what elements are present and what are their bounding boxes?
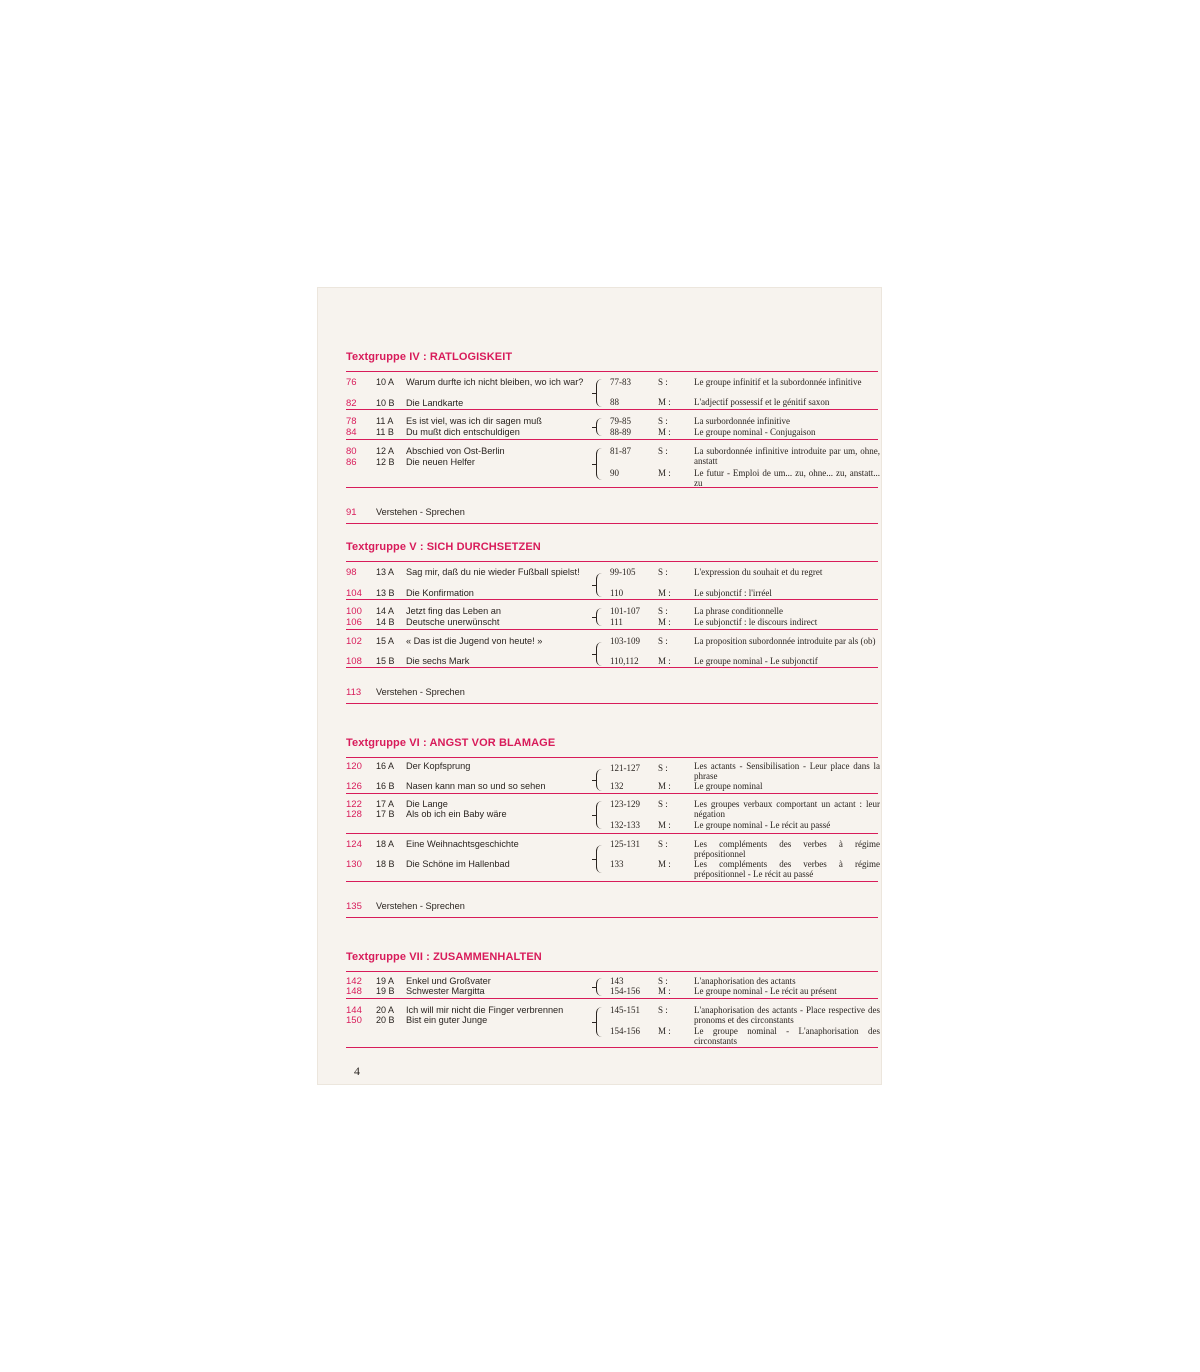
page-folio: 4: [354, 1064, 360, 1078]
ref-text: La subordonnée infinitive introduite par um, ohne, anstatt: [694, 446, 880, 466]
lesson-title: Die Landkarte: [406, 398, 464, 408]
ref-text: Les compléments des verbes à régime prépositionnel - Le récit au passé: [694, 859, 880, 879]
lesson-title: Enkel und Großvater: [406, 976, 491, 986]
block-rule: [346, 523, 878, 524]
ref-text: L'expression du souhait et du regret: [694, 567, 823, 577]
page-number: 142: [346, 976, 362, 987]
ref-kind: M :: [658, 427, 671, 437]
lesson-code: 20 A: [376, 1005, 395, 1015]
ref-kind: S :: [658, 763, 668, 773]
ref-text: Les compléments des verbes à régime prépositionnel: [694, 839, 880, 859]
textgruppe-iv: [346, 351, 880, 518]
lesson-code: 11 B: [376, 427, 394, 437]
lesson-title: Jetzt fing das Leben an: [406, 606, 502, 616]
group-heading: Textgruppe VII : ZUSAMMENHALTEN: [346, 951, 542, 963]
lesson-title: Die Lange: [406, 799, 448, 809]
ref-pages: 103-109: [610, 636, 640, 646]
ref-text: Le groupe nominal - Conjugaison: [694, 427, 816, 437]
grouping-brace: [596, 573, 605, 597]
page-number: 144: [346, 1005, 362, 1016]
group-label: Textgruppe: [346, 351, 407, 363]
block-rule: [346, 629, 878, 630]
ref-pages: 132: [610, 781, 624, 791]
ref-kind: S :: [658, 636, 668, 646]
ref-kind: S :: [658, 377, 668, 387]
lesson-code: 11 A: [376, 416, 394, 426]
page-number: 122: [346, 799, 362, 810]
ref-text: Le groupe nominal: [694, 781, 763, 791]
lesson-code: 14 A: [376, 606, 395, 616]
lesson-title: Warum durfte ich nicht bleiben, wo ich war?: [406, 377, 584, 387]
lesson-code: 13 B: [376, 588, 395, 598]
grouping-brace: [596, 769, 605, 791]
lesson-title: Abschied von Ost-Berlin: [406, 446, 505, 456]
lesson-title: Es ist viel, was ich dir sagen muß: [406, 416, 542, 426]
page-number: 86: [346, 457, 357, 468]
group-numeral: VI: [409, 737, 420, 749]
ref-text: Le groupe infinitif et la subordonnée infinitive: [694, 377, 862, 387]
ref-pages: 123-129: [610, 799, 640, 809]
lesson-code: 18 B: [376, 859, 395, 869]
ref-text: Le subjonctif : le discours indirect: [694, 617, 818, 627]
page-number: 135: [346, 901, 362, 912]
ref-kind: S :: [658, 1005, 668, 1015]
lesson-code: 18 A: [376, 839, 395, 849]
ref-text: Le groupe nominal - Le récit au présent: [694, 986, 837, 996]
grouping-brace: [596, 978, 605, 996]
ref-pages: 88: [610, 397, 619, 407]
lesson-title: Die neuen Helfer: [406, 457, 475, 467]
group-numeral: VII: [409, 951, 423, 963]
lesson-title: Der Kopfsprung: [406, 761, 471, 771]
block-rule: [346, 881, 878, 882]
group-name: ANGST VOR BLAMAGE: [429, 737, 556, 749]
ref-pages: 143: [610, 976, 624, 986]
ref-text: Le futur - Emploi de um... zu, ohne... zu, anstatt... zu: [694, 468, 880, 488]
ref-pages: 110,112: [610, 656, 639, 666]
page-number: 106: [346, 617, 362, 628]
page-number: 120: [346, 761, 362, 772]
ref-kind: M :: [658, 656, 671, 666]
page-number: 148: [346, 986, 362, 997]
closing-title: Verstehen - Sprechen: [376, 901, 465, 911]
lesson-title: Eine Weihnachtsgeschichte: [406, 839, 519, 849]
group-label: Textgruppe: [346, 951, 407, 963]
ref-kind: M :: [658, 588, 671, 598]
ref-text: Le groupe nominal - L'anaphorisation des circonstants: [694, 1026, 880, 1046]
grouping-brace: [596, 448, 605, 480]
lesson-code: 10 B: [376, 398, 395, 408]
block-rule: [346, 1047, 878, 1048]
ref-kind: M :: [658, 859, 671, 869]
ref-pages: 110: [610, 588, 624, 598]
ref-kind: M :: [658, 617, 671, 627]
textgruppe-v: [346, 541, 878, 698]
group-name: RATLOGISKEIT: [429, 351, 513, 363]
group-heading: Textgruppe V : SICH DURCHSETZEN: [346, 541, 541, 553]
lesson-code: 19 B: [376, 986, 395, 996]
page-number: 150: [346, 1015, 362, 1026]
group-heading: Textgruppe VI : ANGST VOR BLAMAGE: [346, 737, 556, 749]
ref-pages: 121-127: [610, 763, 640, 773]
block-rule: [346, 487, 878, 488]
ref-pages: 79-85: [610, 416, 631, 426]
lesson-title: Bist ein guter Junge: [406, 1015, 488, 1025]
lesson-code: 15 A: [376, 636, 395, 646]
ref-pages: 101-107: [610, 606, 640, 616]
ref-kind: S :: [658, 976, 668, 986]
lesson-code: 10 A: [376, 377, 395, 387]
ref-pages: 90: [610, 468, 619, 478]
block-rule: [346, 917, 878, 918]
section-rule: [346, 561, 878, 562]
ref-pages: 133: [610, 859, 624, 869]
ref-pages: 132-133: [610, 820, 640, 830]
ref-kind: S :: [658, 446, 668, 456]
textgruppe-vi: [346, 737, 880, 912]
grouping-brace: [596, 845, 605, 873]
block-rule: [346, 599, 878, 600]
ref-pages: 145-151: [610, 1005, 640, 1015]
ref-pages: 154-156: [610, 986, 640, 996]
group-name: SICH DURCHSETZEN: [426, 541, 541, 553]
page-number: 104: [346, 588, 362, 599]
block-rule: [346, 998, 878, 999]
lesson-title: « Das ist die Jugend von heute! »: [406, 636, 543, 646]
closing-title: Verstehen - Sprechen: [376, 687, 465, 697]
lesson-title: Die sechs Mark: [406, 656, 470, 666]
lesson-title: Schwester Margitta: [406, 986, 485, 996]
lesson-title: Ich will mir nicht die Finger verbrennen: [406, 1005, 564, 1015]
group-label: Textgruppe: [346, 541, 407, 553]
grouping-brace: [596, 801, 605, 829]
group-label: Textgruppe: [346, 737, 407, 749]
grouping-brace: [596, 1007, 605, 1037]
section-rule: [346, 371, 878, 372]
ref-text: La phrase conditionnelle: [694, 606, 783, 616]
page-number: 84: [346, 427, 357, 438]
ref-pages: 88-89: [610, 427, 631, 437]
lesson-title: Als ob ich ein Baby wäre: [406, 809, 507, 819]
ref-kind: M :: [658, 781, 671, 791]
block-rule: [346, 833, 878, 834]
ref-kind: S :: [658, 799, 668, 809]
ref-kind: S :: [658, 567, 668, 577]
lesson-title: Du mußt dich entschuldigen: [406, 427, 520, 437]
section-rule: [346, 757, 878, 758]
ref-pages: 81-87: [610, 446, 631, 456]
lesson-code: 12 B: [376, 457, 395, 467]
ref-kind: M :: [658, 1026, 671, 1036]
ref-kind: S :: [658, 606, 668, 616]
lesson-code: 20 B: [376, 1015, 395, 1025]
ref-text: L'anaphorisation des actants - Place respective des pronoms et des circonstants: [694, 1005, 880, 1025]
ref-text: Le subjonctif : l'irréel: [694, 588, 772, 598]
ref-text: L'adjectif possessif et le génitif saxon: [694, 397, 830, 407]
page-number: 76: [346, 377, 357, 388]
lesson-code: 17 B: [376, 809, 395, 819]
lesson-title: Sag mir, daß du nie wieder Fußball spielst!: [406, 567, 580, 577]
page-number: 82: [346, 398, 357, 409]
page-number: 102: [346, 636, 362, 647]
ref-kind: M :: [658, 820, 671, 830]
lesson-title: Deutsche unerwünscht: [406, 617, 500, 627]
ref-kind: S :: [658, 839, 668, 849]
lesson-code: 16 A: [376, 761, 395, 771]
ref-pages: 125-131: [610, 839, 640, 849]
page-number: 130: [346, 859, 362, 870]
page-number: 128: [346, 809, 362, 820]
group-numeral: V: [409, 541, 417, 553]
page-number: 78: [346, 416, 357, 427]
block-rule: [346, 409, 878, 410]
lesson-code: 13 A: [376, 567, 395, 577]
ref-kind: M :: [658, 986, 671, 996]
ref-kind: S :: [658, 416, 668, 426]
lesson-code: 15 B: [376, 656, 395, 666]
grouping-brace: [596, 379, 605, 407]
section-rule: [346, 971, 878, 972]
group-numeral: IV: [409, 351, 420, 363]
lesson-code: 19 A: [376, 976, 395, 986]
page-number: 124: [346, 839, 362, 850]
page-number: 108: [346, 656, 362, 667]
ref-kind: M :: [658, 397, 671, 407]
closing-title: Verstehen - Sprechen: [376, 507, 465, 517]
group-name: ZUSAMMENHALTEN: [433, 951, 542, 963]
lesson-title: Nasen kann man so und so sehen: [406, 781, 546, 791]
lesson-code: 14 B: [376, 617, 395, 627]
ref-pages: 77-83: [610, 377, 631, 387]
lesson-code: 17 A: [376, 799, 395, 809]
page-number: 91: [346, 507, 357, 518]
ref-pages: 154-156: [610, 1026, 640, 1036]
ref-pages: 111: [610, 617, 623, 627]
page-number: 98: [346, 567, 357, 578]
ref-text: Les groupes verbaux comportant un actant : leur négation: [694, 799, 880, 819]
textgruppe-vii: [346, 951, 880, 1046]
lesson-title: Die Konfirmation: [406, 588, 474, 598]
block-rule: [346, 793, 878, 794]
ref-kind: M :: [658, 468, 671, 478]
block-rule: [346, 667, 878, 668]
lesson-title: Die Schöne im Hallenbad: [406, 859, 510, 869]
block-rule: [346, 439, 878, 440]
grouping-brace: [596, 418, 605, 436]
page-number: 126: [346, 781, 362, 792]
lesson-code: 16 B: [376, 781, 395, 791]
lesson-code: 12 A: [376, 446, 395, 456]
ref-text: Le groupe nominal - Le récit au passé: [694, 820, 831, 830]
grouping-brace: [596, 642, 605, 666]
ref-text: L'anaphorisation des actants: [694, 976, 796, 986]
ref-text: Le groupe nominal - Le subjonctif: [694, 656, 818, 666]
block-rule: [346, 703, 878, 704]
ref-text: Les actants - Sensibilisation - Leur place dans la phrase: [694, 761, 880, 781]
page-number: 80: [346, 446, 357, 457]
ref-pages: 99-105: [610, 567, 636, 577]
page-number: 100: [346, 606, 362, 617]
ref-text: La surbordonnée infinitive: [694, 416, 790, 426]
group-heading: Textgruppe IV : RATLOGISKEIT: [346, 351, 513, 363]
grouping-brace: [596, 608, 605, 626]
page-number: 113: [346, 687, 362, 698]
book-page: [317, 287, 882, 1085]
ref-text: La proposition subordonnée introduite par als (ob): [694, 636, 876, 646]
